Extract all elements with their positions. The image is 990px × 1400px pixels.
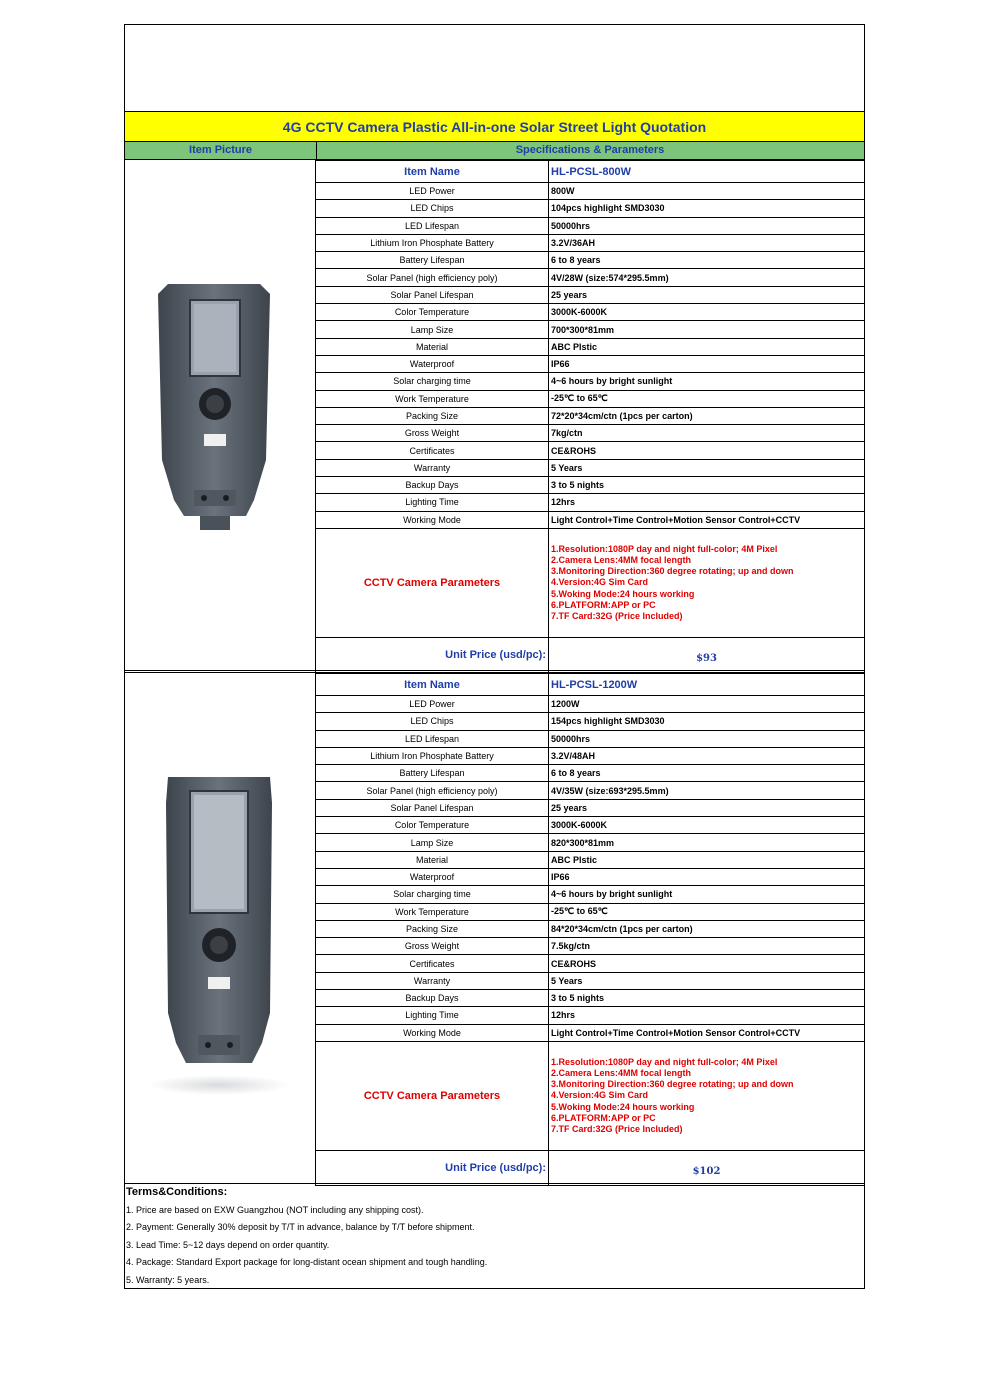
spec-label: Lamp Size [316,321,549,338]
spec-label: Work Temperature [316,390,549,407]
page-title: 4G CCTV Camera Plastic All-in-one Solar Street Light Quotation [124,111,865,142]
spec-value: 3000K-6000K [549,817,865,834]
spec-label: Gross Weight [316,425,549,442]
spec-label: LED Lifespan [316,217,549,234]
cctv-row [316,528,865,637]
spec-label: Material [316,338,549,355]
table-row [316,477,865,494]
spec-label: Certificates [316,442,549,459]
table-row [316,425,865,442]
item-name-label: Item Name [316,674,549,696]
spec-label: Waterproof [316,868,549,885]
spec-label: Working Mode [316,1024,549,1041]
table-row [316,782,865,799]
spec-value: ABC Plstic [549,851,865,868]
solar-street-light-icon [144,773,294,1103]
cctv-param-line: 5.Woking Mode:24 hours working [551,1101,695,1112]
item-picture-cell [124,160,316,670]
table-row [316,494,865,511]
cctv-label: CCTV Camera Parameters [316,1041,549,1150]
item-name-row [316,161,865,183]
spec-value: 4~6 hours by bright sunlight [549,373,865,390]
table-row [316,938,865,955]
spec-label: LED Power [316,696,549,713]
terms-line: 3. Lead Time: 5~12 days depend on order quantity. [126,1240,330,1250]
cctv-param-line: 2.Camera Lens:4MM focal length [551,554,692,565]
table-row [316,217,865,234]
table-header [124,142,865,160]
spec-value: IP66 [549,355,865,372]
header-specs: Specifications & Parameters [515,144,665,156]
spec-value: CE&ROHS [549,442,865,459]
spec-label: Lithium Iron Phosphate Battery [316,747,549,764]
terms-line: 4. Package: Standard Export package for long-distant ocean shipment and tough handling. [126,1257,488,1267]
spec-value: IP66 [549,868,865,885]
product-block [124,160,865,670]
table-row [316,817,865,834]
spec-label: Certificates [316,955,549,972]
spec-label: LED Chips [316,713,549,730]
spec-label: Working Mode [316,511,549,528]
spec-value: 104pcs highlight SMD3030 [549,200,865,217]
spec-value: 5 Years [549,972,865,989]
table-row [316,955,865,972]
spec-label: Packing Size [316,407,549,424]
table-row [316,903,865,920]
spec-value: 154pcs highlight SMD3030 [549,713,865,730]
cctv-param-line: 1.Resolution:1080P day and night full-color; 4M Pixel [551,1056,778,1067]
item-name-row [316,674,865,696]
spec-label: Solar Panel Lifespan [316,286,549,303]
cctv-param-line: 6.PLATFORM:APP or PC [551,1112,656,1123]
spec-label: Warranty [316,459,549,476]
price-row [316,1150,865,1185]
spec-table [315,160,865,673]
spec-value: 25 years [549,286,865,303]
spec-value: 4V/35W (size:693*295.5mm) [549,782,865,799]
table-row [316,1024,865,1041]
terms-line: 2. Payment: Generally 30% deposit by T/T in advance, balance by T/T before shipment. [126,1222,475,1232]
spec-value: 3 to 5 nights [549,990,865,1007]
cctv-param-line: 5.Woking Mode:24 hours working [551,588,695,599]
cctv-param-line: 1.Resolution:1080P day and night full-color; 4M Pixel [551,543,778,554]
spec-label: Solar Panel (high efficiency poly) [316,782,549,799]
unit-price-value: $102 [549,1150,865,1185]
spec-label: LED Power [316,183,549,200]
spec-label: Solar Panel Lifespan [316,799,549,816]
spec-table [315,673,865,1186]
table-row [316,390,865,407]
spec-value: CE&ROHS [549,955,865,972]
spec-label: Backup Days [316,990,549,1007]
spec-label: Warranty [316,972,549,989]
spec-value: 4V/28W (size:574*295.5mm) [549,269,865,286]
table-row [316,321,865,338]
spec-label: Color Temperature [316,304,549,321]
spec-label: Solar charging time [316,886,549,903]
spec-label: Backup Days [316,477,549,494]
unit-price-label: Unit Price (usd/pc): [316,637,549,672]
cctv-param-line: 7.TF Card:32G (Price Included) [551,1123,683,1134]
table-row [316,713,865,730]
spec-value: 3000K-6000K [549,304,865,321]
spec-label: Color Temperature [316,817,549,834]
cctv-param-line: 7.TF Card:32G (Price Included) [551,610,683,621]
spec-label: Waterproof [316,355,549,372]
cctv-param-line: 3.Monitoring Direction:360 degree rotating; up and down [551,1079,794,1090]
table-row [316,407,865,424]
spec-label: Solar charging time [316,373,549,390]
unit-price-value: $93 [549,637,865,672]
spec-value: 820*300*81mm [549,834,865,851]
spec-value: 12hrs [549,494,865,511]
spec-value: ABC Plstic [549,338,865,355]
cctv-param-line: 2.Camera Lens:4MM focal length [551,1067,692,1078]
spec-value: Light Control+Time Control+Motion Sensor Control+CCTV [549,1024,865,1041]
spec-label: Battery Lifespan [316,252,549,269]
terms-line: 1. Price are based on EXW Guangzhou (NOT including any shipping cost). [126,1205,424,1215]
spec-label: Battery Lifespan [316,765,549,782]
cctv-row [316,1041,865,1150]
spec-value: 3.2V/36AH [549,234,865,251]
spec-value: 25 years [549,799,865,816]
terms-heading: Terms&Conditions: [126,1186,228,1198]
table-row [316,355,865,372]
table-row [316,920,865,937]
item-name-value: HL-PCSL-800W [549,161,865,183]
spec-label: Lamp Size [316,834,549,851]
table-row [316,696,865,713]
table-row [316,304,865,321]
spec-value: 84*20*34cm/ctn (1pcs per carton) [549,920,865,937]
spec-label: Lighting Time [316,494,549,511]
spec-value: 50000hrs [549,730,865,747]
table-row [316,1007,865,1024]
spec-label: Work Temperature [316,903,549,920]
spec-value: 50000hrs [549,217,865,234]
table-row [316,799,865,816]
table-row [316,234,865,251]
header-item-picture: Item Picture [125,142,317,159]
spec-value: 3 to 5 nights [549,477,865,494]
spec-value: 72*20*34cm/ctn (1pcs per carton) [549,407,865,424]
spec-value: Light Control+Time Control+Motion Sensor Control+CCTV [549,511,865,528]
table-row [316,765,865,782]
cctv-param-line: 6.PLATFORM:APP or PC [551,599,656,610]
cctv-param-line: 3.Monitoring Direction:360 degree rotating; up and down [551,566,794,577]
spec-value: 3.2V/48AH [549,747,865,764]
cctv-params [549,1041,865,1150]
table-row [316,730,865,747]
cctv-label: CCTV Camera Parameters [316,528,549,637]
cctv-param-line: 4.Version:4G Sim Card [551,1090,649,1101]
cctv-params [549,528,865,637]
table-row [316,200,865,217]
table-row [316,183,865,200]
spec-label: Solar Panel (high efficiency poly) [316,269,549,286]
table-row [316,747,865,764]
table-row [316,511,865,528]
cctv-param-line: 4.Version:4G Sim Card [551,577,649,588]
table-row [316,286,865,303]
table-row [316,851,865,868]
spec-label: Gross Weight [316,938,549,955]
unit-price-label: Unit Price (usd/pc): [316,1150,549,1185]
table-row [316,459,865,476]
table-row [316,252,865,269]
table-row [316,990,865,1007]
terms-line: 5. Warranty: 5 years. [126,1275,210,1285]
spec-label: Lithium Iron Phosphate Battery [316,234,549,251]
spec-label: Lighting Time [316,1007,549,1024]
spec-label: Material [316,851,549,868]
table-row [316,868,865,885]
table-row [316,834,865,851]
table-row [316,442,865,459]
spec-value: 7.5kg/ctn [549,938,865,955]
solar-street-light-icon [154,280,274,540]
item-name-label: Item Name [316,161,549,183]
table-row [316,373,865,390]
spec-value: 12hrs [549,1007,865,1024]
spec-label: Packing Size [316,920,549,937]
spec-value: -25℃ to 65℃ [549,903,865,920]
spec-value: -25℃ to 65℃ [549,390,865,407]
spec-value: 6 to 8 years [549,765,865,782]
spec-value: 5 Years [549,459,865,476]
spec-value: 7kg/ctn [549,425,865,442]
price-row [316,637,865,672]
terms-section [124,1183,865,1289]
spec-value: 4~6 hours by bright sunlight [549,886,865,903]
spec-value: 6 to 8 years [549,252,865,269]
item-name-value: HL-PCSL-1200W [549,674,865,696]
table-row [316,269,865,286]
spec-value: 700*300*81mm [549,321,865,338]
table-row [316,972,865,989]
item-picture-cell [124,673,316,1183]
spec-value: 1200W [549,696,865,713]
spec-label: LED Chips [316,200,549,217]
product-block [124,673,865,1183]
table-row [316,886,865,903]
table-row [316,338,865,355]
spec-value: 800W [549,183,865,200]
spec-label: LED Lifespan [316,730,549,747]
